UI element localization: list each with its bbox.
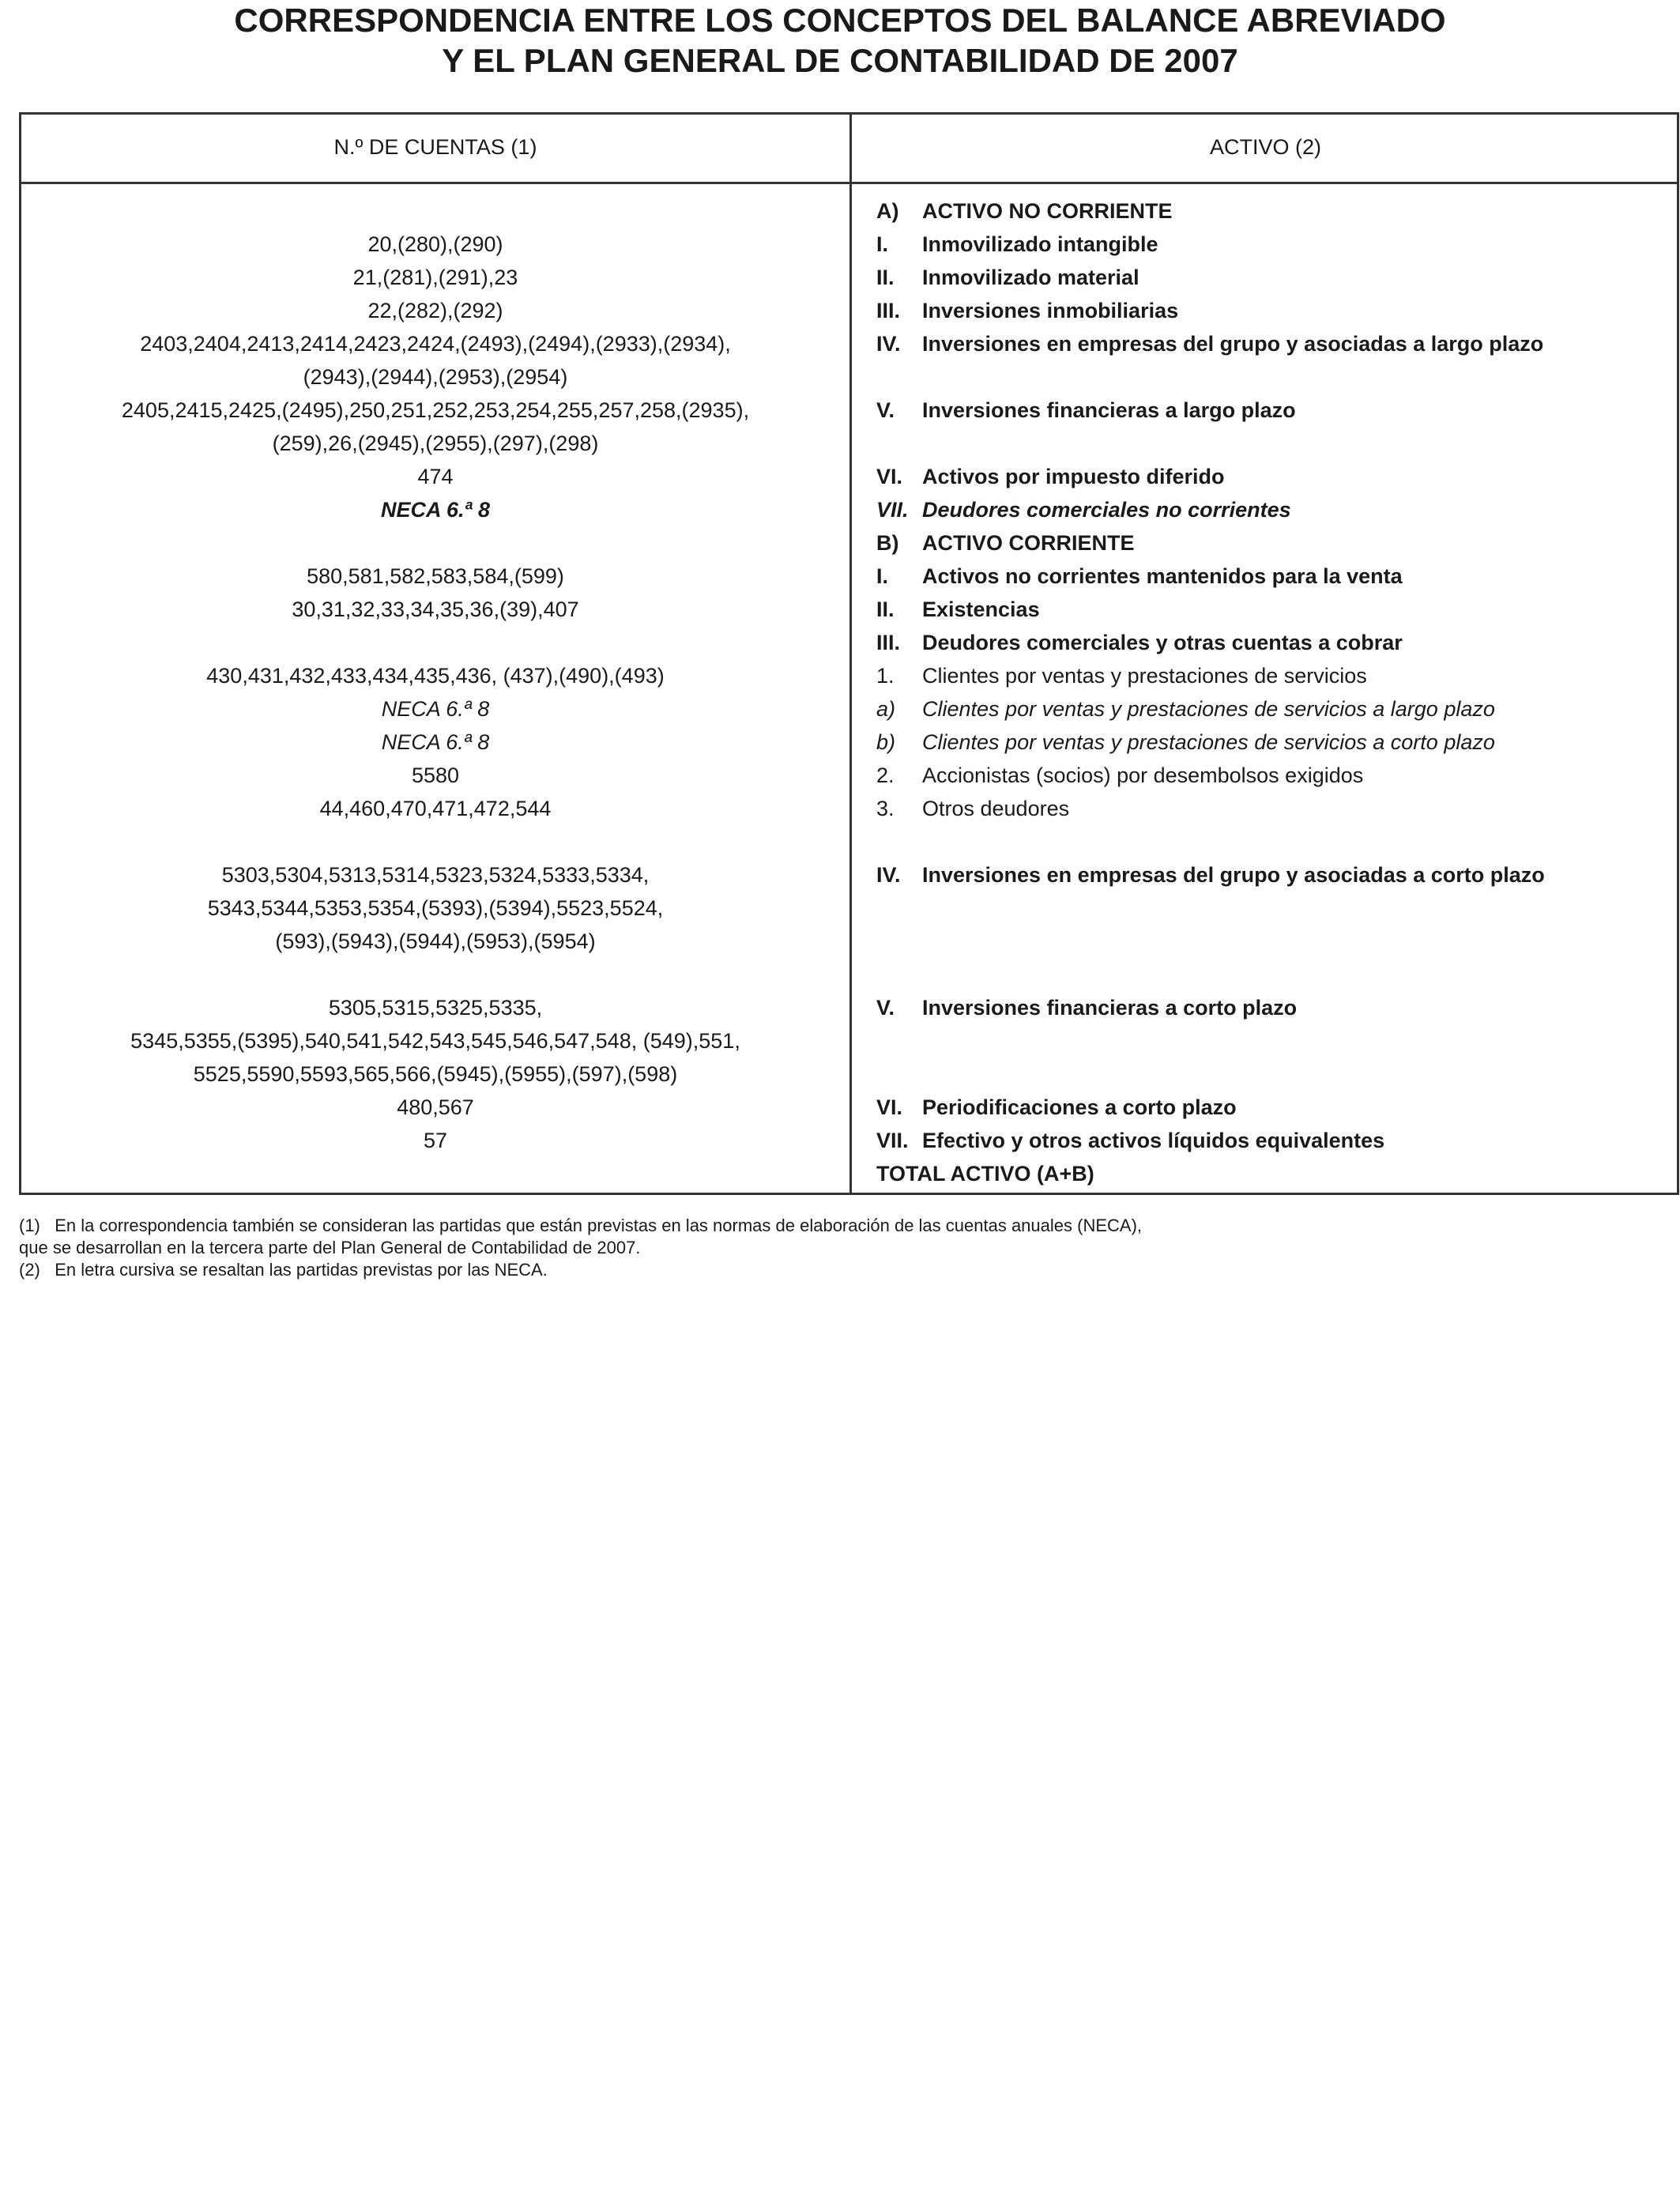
account-numbers bbox=[21, 991, 849, 1091]
item-label: Inversiones en empresas del grupo y asociadas a corto plazo bbox=[922, 863, 1545, 887]
account-line: 2405,2415,2425,(2495),250,251,252,253,254,255,257,258,(2935), bbox=[121, 398, 750, 422]
correspondence-table bbox=[19, 112, 1679, 1195]
title-line-1: CORRESPONDENCIA ENTRE LOS CONCEPTOS DEL BALANCE ABREVIADO bbox=[234, 2, 1446, 39]
account-line: 5525,5590,5593,565,566,(5945),(5955),(597),(598) bbox=[193, 1062, 678, 1086]
table-row bbox=[21, 228, 1677, 261]
account-line: 20,(280),(290) bbox=[367, 232, 503, 256]
table-row bbox=[21, 759, 1677, 792]
account-line: 474 bbox=[417, 465, 454, 488]
footnotes bbox=[19, 1215, 1142, 1281]
item-label: Inmovilizado intangible bbox=[922, 232, 1158, 256]
item-code: b) bbox=[876, 730, 896, 754]
item-code: VI. bbox=[876, 1095, 903, 1119]
header-accounts: N.º DE CUENTAS (1) bbox=[333, 135, 537, 159]
footnote-line: (1) En la correspondencia también se consideran las partidas que están previstas en las normas de elaboración de las cuentas anuales (NECA), bbox=[19, 1216, 1143, 1235]
account-line: 21,(281),(291),23 bbox=[352, 266, 518, 289]
table-row bbox=[21, 460, 1677, 493]
item-code: IV. bbox=[876, 332, 901, 356]
item-code: VII. bbox=[876, 1129, 909, 1152]
item-code: A) bbox=[876, 199, 899, 223]
account-numbers bbox=[21, 327, 849, 394]
account-line: 5580 bbox=[411, 763, 460, 787]
table-row bbox=[21, 659, 1677, 692]
table-body bbox=[21, 194, 1677, 1190]
account-numbers bbox=[21, 526, 849, 560]
item-code: III. bbox=[876, 631, 901, 654]
account-numbers bbox=[21, 294, 849, 327]
item-label: Deudores comerciales no corrientes bbox=[922, 498, 1291, 522]
account-line: (2943),(2944),(2953),(2954) bbox=[303, 365, 568, 389]
item-label: Inmovilizado material bbox=[922, 266, 1139, 289]
account-numbers bbox=[21, 593, 849, 626]
account-numbers bbox=[21, 560, 849, 593]
account-line: NECA 6.ª 8 bbox=[380, 498, 491, 522]
item-label: ACTIVO NO CORRIENTE bbox=[922, 199, 1173, 223]
account-numbers bbox=[21, 394, 849, 460]
table-row bbox=[21, 692, 1677, 726]
row-spacer bbox=[21, 958, 1677, 991]
account-line: NECA 6.ª 8 bbox=[381, 730, 490, 754]
item-code: IV. bbox=[876, 863, 901, 887]
item-code: a) bbox=[876, 697, 896, 721]
account-numbers bbox=[21, 493, 849, 526]
item-code: I. bbox=[876, 232, 889, 256]
account-line: (259),26,(2945),(2955),(297),(298) bbox=[272, 432, 599, 455]
item-label: Inversiones inmobiliarias bbox=[922, 299, 1179, 322]
account-numbers bbox=[21, 858, 849, 958]
item-label: Inversiones en empresas del grupo y asociadas a largo plazo bbox=[922, 332, 1544, 356]
account-line: (593),(5943),(5944),(5953),(5954) bbox=[275, 929, 596, 953]
account-numbers bbox=[21, 759, 849, 792]
account-numbers bbox=[21, 726, 849, 759]
account-line: 2403,2404,2413,2414,2423,2424,(2493),(2494),(2933),(2934), bbox=[140, 332, 731, 356]
account-numbers bbox=[21, 228, 849, 261]
item-label: Inversiones financieras a corto plazo bbox=[922, 996, 1298, 1020]
item-code: VI. bbox=[876, 465, 903, 488]
table-row bbox=[21, 626, 1677, 659]
item-code: 1. bbox=[876, 664, 895, 688]
item-label: Activos no corrientes mantenidos para la venta bbox=[922, 564, 1403, 588]
account-line: 5303,5304,5313,5314,5323,5324,5333,5334, bbox=[221, 863, 650, 887]
table-row bbox=[21, 261, 1677, 294]
table-row bbox=[21, 560, 1677, 593]
table-row bbox=[21, 1157, 1677, 1190]
item-label: Inversiones financieras a largo plazo bbox=[922, 398, 1296, 422]
item-code: V. bbox=[876, 398, 895, 422]
account-numbers bbox=[21, 194, 849, 228]
account-line: 580,581,582,583,584,(599) bbox=[307, 564, 564, 588]
account-line: 30,31,32,33,34,35,36,(39),407 bbox=[292, 598, 579, 621]
item-label: Activos por impuesto diferido bbox=[922, 465, 1225, 488]
item-code: I. bbox=[876, 564, 889, 588]
account-line bbox=[21, 626, 849, 659]
table-row bbox=[21, 792, 1677, 825]
table-row bbox=[21, 493, 1677, 526]
account-line: 44,460,470,471,472,544 bbox=[319, 797, 552, 820]
account-numbers bbox=[21, 1124, 849, 1157]
item-code: VII. bbox=[876, 498, 909, 522]
item-label: Periodificaciones a corto plazo bbox=[922, 1095, 1237, 1119]
item-code: 3. bbox=[876, 797, 895, 820]
table-row bbox=[21, 526, 1677, 560]
account-line: 57 bbox=[423, 1129, 448, 1152]
table-row bbox=[21, 294, 1677, 327]
account-line: 5345,5355,(5395),540,541,542,543,545,546,547,548, (549),551, bbox=[130, 1029, 740, 1053]
footnote-line: que se desarrollan en la tercera parte del Plan General de Contabilidad de 2007. bbox=[19, 1238, 641, 1257]
account-numbers bbox=[21, 626, 849, 659]
account-numbers bbox=[21, 460, 849, 493]
account-line: 22,(282),(292) bbox=[367, 299, 503, 322]
account-numbers bbox=[21, 659, 849, 692]
account-numbers bbox=[21, 1157, 849, 1190]
table-row bbox=[21, 1091, 1677, 1124]
item-label: ACTIVO CORRIENTE bbox=[922, 531, 1135, 555]
item-code: B) bbox=[876, 531, 899, 555]
account-numbers bbox=[21, 792, 849, 825]
account-line: 430,431,432,433,434,435,436, (437),(490),(493) bbox=[206, 664, 665, 688]
item-code: III. bbox=[876, 299, 901, 322]
table-row bbox=[21, 327, 1677, 394]
row-spacer bbox=[21, 825, 1677, 858]
table-row bbox=[21, 593, 1677, 626]
item-code: II. bbox=[876, 598, 895, 621]
item-label: Accionistas (socios) por desembolsos exigidos bbox=[922, 763, 1364, 787]
page-title bbox=[0, 0, 1680, 81]
header-activo: ACTIVO (2) bbox=[1209, 135, 1321, 159]
account-line: 480,567 bbox=[397, 1095, 474, 1119]
account-numbers bbox=[21, 261, 849, 294]
item-code: 2. bbox=[876, 763, 895, 787]
account-numbers bbox=[21, 692, 849, 726]
item-code: II. bbox=[876, 266, 895, 289]
account-line: 5305,5315,5325,5335, bbox=[328, 996, 543, 1020]
item-label: Otros deudores bbox=[922, 797, 1070, 820]
table-row bbox=[21, 858, 1677, 958]
item-label: Clientes por ventas y prestaciones de servicios a corto plazo bbox=[922, 730, 1495, 754]
title-line-2: Y EL PLAN GENERAL DE CONTABILIDAD DE 2007 bbox=[442, 42, 1238, 79]
table-row bbox=[21, 991, 1677, 1091]
item-label: Deudores comerciales y otras cuentas a cobrar bbox=[922, 631, 1403, 654]
account-line: NECA 6.ª 8 bbox=[381, 697, 490, 721]
item-label: Existencias bbox=[922, 598, 1040, 621]
table-row bbox=[21, 394, 1677, 460]
item-label: Efectivo y otros activos líquidos equivalentes bbox=[922, 1129, 1385, 1152]
table-row bbox=[21, 726, 1677, 759]
item-label: Clientes por ventas y prestaciones de servicios a largo plazo bbox=[922, 697, 1495, 721]
table-row bbox=[21, 1124, 1677, 1157]
item-code: V. bbox=[876, 996, 895, 1020]
account-line bbox=[21, 526, 849, 560]
item-label: Clientes por ventas y prestaciones de servicios bbox=[922, 664, 1367, 688]
total-label: TOTAL ACTIVO (A+B) bbox=[876, 1162, 1094, 1186]
account-line: 5343,5344,5353,5354,(5393),(5394),5523,5524, bbox=[207, 896, 664, 920]
account-line bbox=[21, 1157, 849, 1190]
account-line bbox=[21, 194, 849, 228]
table-row bbox=[21, 194, 1677, 228]
account-numbers bbox=[21, 1091, 849, 1124]
footnote-line: (2) En letra cursiva se resaltan las partidas previstas por las NECA. bbox=[19, 1260, 548, 1280]
